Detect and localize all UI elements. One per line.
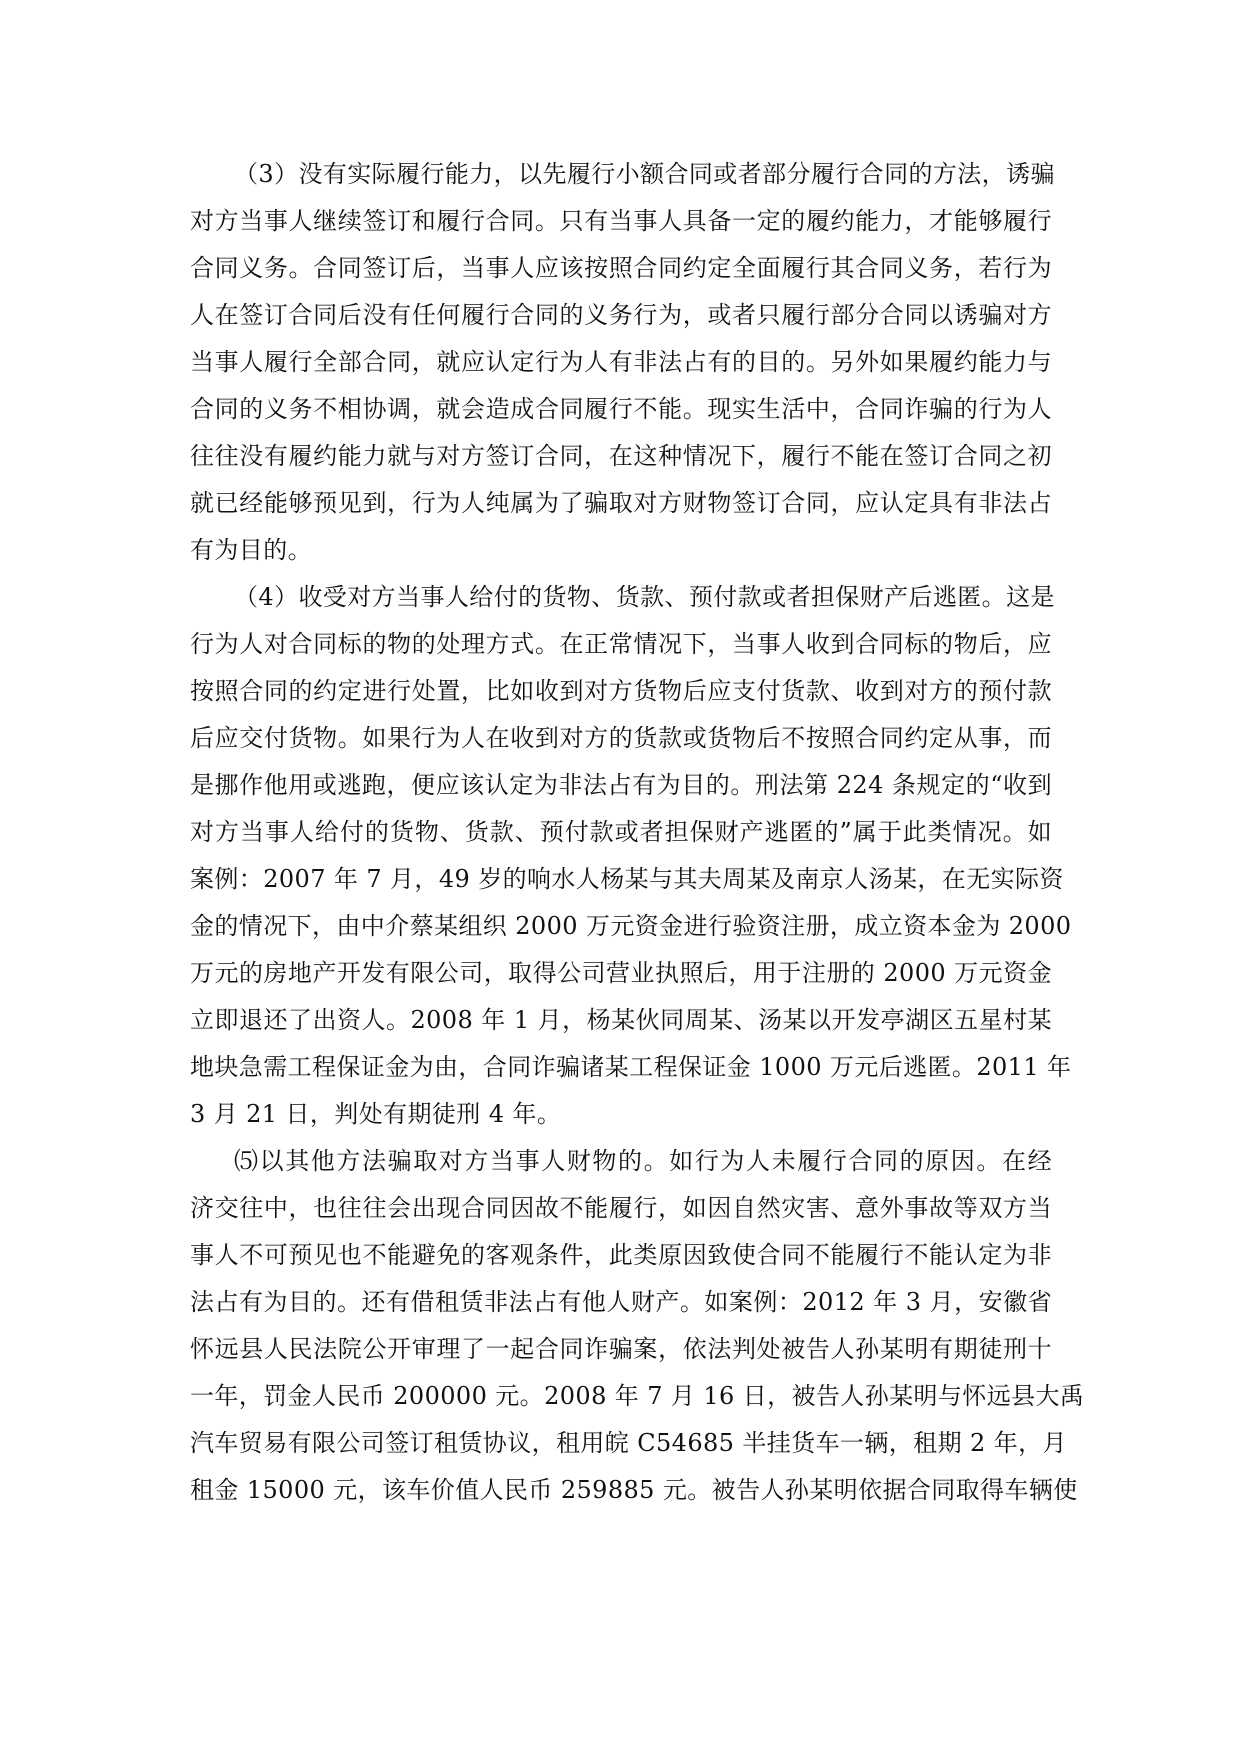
text-line: 合同的义务不相协调，就会造成合同履行不能。现实生活中，合同诈骗的行为人 (190, 395, 1052, 423)
paragraph-item-4 (190, 574, 1072, 1138)
text-line: 行为人对合同标的物的处理方式。在正常情况下，当事人收到合同标的物后，应 (190, 630, 1052, 658)
text-line: 3 月 21 日，判处有期徒刑 4 年。 (190, 1100, 562, 1128)
paragraph-item-3 (190, 151, 1055, 574)
text-line: ⑸以其他方法骗取对方当事人财物的。如行为人未履行合同的原因。在经 (234, 1147, 1052, 1175)
text-line: 往往没有履约能力就与对方签订合同，在这种情况下，履行不能在签订合同之初 (190, 442, 1052, 470)
text-line: （4）收受对方当事人给付的货物、货款、预付款或者担保财产后逃匿。这是 (234, 583, 1055, 611)
text-line: 立即退还了出资人。2008 年 1 月，杨某伙同周某、汤某以开发亭湖区五星村某 (190, 1006, 1052, 1034)
text-line: 有为目的。 (190, 536, 312, 564)
text-line: 地块急需工程保证金为由，合同诈骗诸某工程保证金 1000 万元后逃匿。2011 年 (190, 1053, 1072, 1081)
text-line: 就已经能够预见到，行为人纯属为了骗取对方财物签订合同，应认定具有非法占 (190, 489, 1052, 517)
text-line: 人在签订合同后没有任何履行合同的义务行为，或者只履行部分合同以诱骗对方 (190, 301, 1052, 329)
text-line: （3）没有实际履行能力，以先履行小额合同或者部分履行合同的方法，诱骗 (234, 160, 1055, 188)
text-line: 租金 15000 元，该车价值人民币 259885 元。被告人孙某明依据合同取得车辆使 (190, 1476, 1078, 1504)
text-line: 当事人履行全部合同，就应认定行为人有非法占有的目的。另外如果履约能力与 (190, 348, 1052, 376)
text-line: 事人不可预见也不能避免的客观条件，此类原因致使合同不能履行不能认定为非 (190, 1241, 1052, 1269)
paragraph-item-5 (190, 1138, 1085, 1514)
text-line: 案例：2007 年 7 月，49 岁的响水人杨某与其夫周某及南京人汤某，在无实际资 (190, 865, 1064, 893)
text-line: 法占有为目的。还有借租赁非法占有他人财产。如案例：2012 年 3 月，安徽省 (190, 1288, 1052, 1316)
text-line: 金的情况下，由中介蔡某组织 2000 万元资金进行验资注册，成立资本金为 2000 (190, 912, 1072, 940)
text-line: 一年，罚金人民币 200000 元。2008 年 7 月 16 日，被告人孙某明与怀远县大禹 (190, 1382, 1085, 1410)
text-line: 是挪作他用或逃跑，便应该认定为非法占有为目的。刑法第 224 条规定的“收到 (190, 771, 1052, 799)
text-line: 济交往中，也往往会出现合同因故不能履行，如因自然灾害、意外事故等双方当 (190, 1194, 1052, 1222)
text-line: 后应交付货物。如果行为人在收到对方的货款或货物后不按照合同约定从事，而 (190, 724, 1052, 752)
text-line: 对方当事人给付的货物、货款、预付款或者担保财产逃匿的”属于此类情况。如 (190, 818, 1052, 846)
text-line: 合同义务。合同签订后，当事人应该按照合同约定全面履行其合同义务，若行为 (190, 254, 1052, 282)
text-line: 汽车贸易有限公司签订租赁协议，租用皖 C54685 半挂货车一辆，租期 2 年，月 (190, 1429, 1067, 1457)
document-body (190, 151, 1085, 1514)
text-line: 怀远县人民法院公开审理了一起合同诈骗案，依法判处被告人孙某明有期徒刑十 (190, 1335, 1052, 1363)
text-line: 对方当事人继续签订和履行合同。只有当事人具备一定的履约能力，才能够履行 (190, 207, 1052, 235)
text-line: 按照合同的约定进行处置，比如收到对方货物后应支付货款、收到对方的预付款 (190, 677, 1052, 705)
text-line: 万元的房地产开发有限公司，取得公司营业执照后，用于注册的 2000 万元资金 (190, 959, 1052, 987)
